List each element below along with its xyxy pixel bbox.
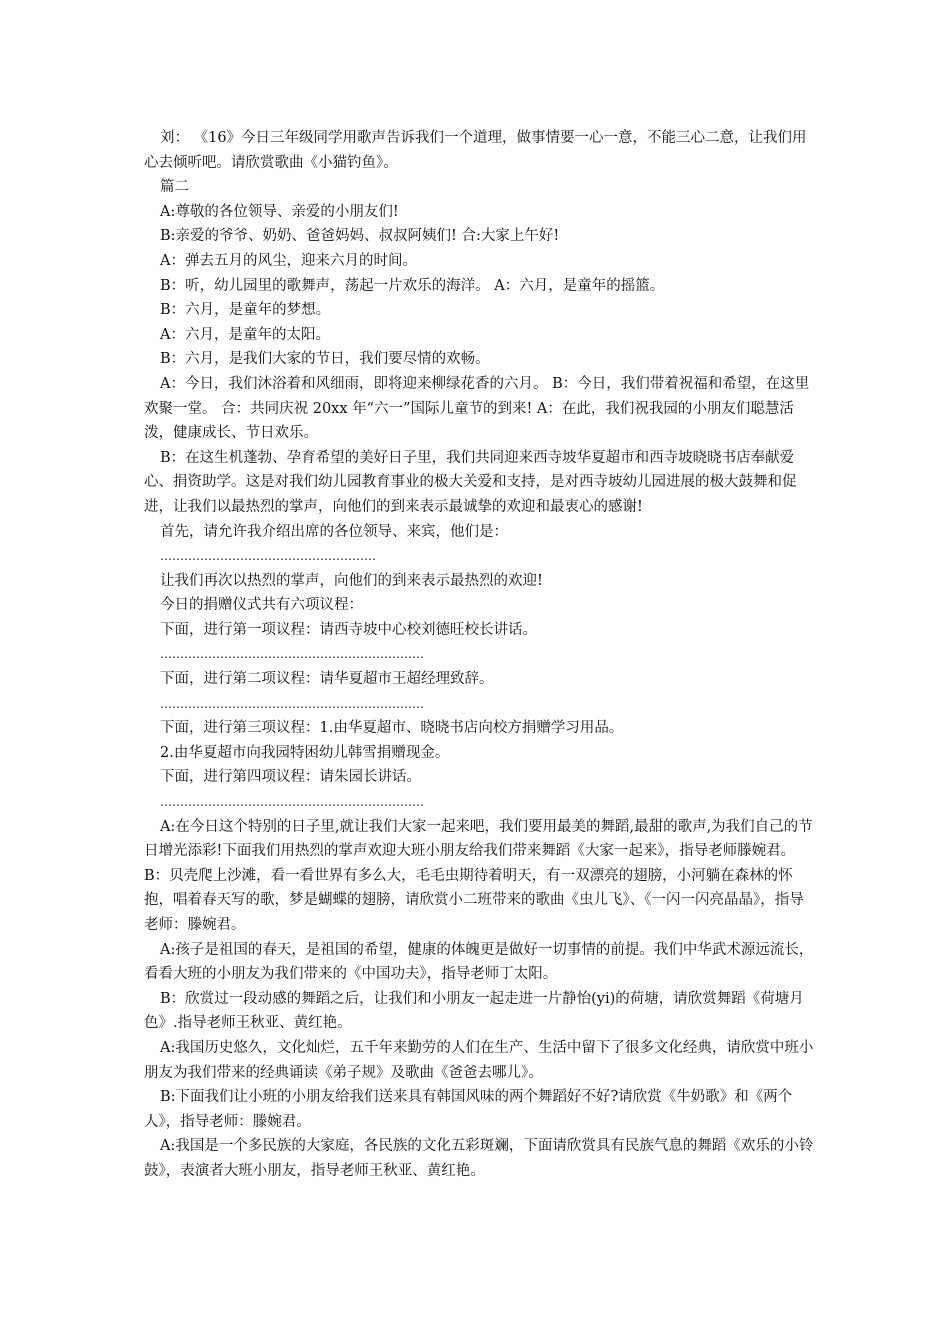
- paragraph: A:尊敬的各位领导、亲爱的小朋友们!: [160, 203, 399, 220]
- paragraph: B：欣赏过一段动感的舞蹈之后，让我们和小朋友一起走进一片静怡(yi)的荷塘，请欣赏舞蹈《荷塘月色》.指导老师王秋亚、黄红艳。: [144, 990, 804, 1032]
- ellipsis-line: …………………………………………………………: [160, 696, 424, 711]
- paragraph: A:孩子是祖国的春天，是祖国的希望，健康的体魄更是做好一切事情的前提。我们中华武术源远流长，看看大班的小朋友为我们带来的《中国功夫》，指导老师丁太阳。: [144, 941, 814, 983]
- paragraph: A:我国是一个多民族的大家庭，各民族的文化五彩斑斓，下面请欣赏具有民族气息的舞蹈《欢乐的小铃鼓》，表演者大班小朋友，指导老师王秋亚、黄红艳。: [144, 1138, 814, 1179]
- paragraph: B：六月，是我们大家的节日，我们要尽情的欢畅。: [160, 351, 490, 368]
- paragraph: B:亲爱的爷爷、奶奶、爸爸妈妈、叔叔阿姨们! 合:大家上午好!: [160, 228, 560, 245]
- agenda-item-4: 下面，进行第四项议程：请朱园长讲话。: [160, 769, 421, 786]
- paragraph-liu-intro: 刘： 《16》今日三年级同学用歌声告诉我们一个道理，做事情要一心一意，不能三心二意，让我们用心去倾听吧。请欣赏歌曲《小猫钓鱼》。: [144, 130, 807, 171]
- paragraph: B：在这生机蓬勃、孕育希望的美好日子里，我们共同迎来西寺坡华夏超市和西寺坡晓晓书店奉献爱心、捐资助学。这是对我们幼儿园教育事业的极大关爱和支持，是对西寺坡幼儿园进展的极大鼓舞和促进，让我们以最热烈的掌声，向他们的到来表示最诚挚的欢迎和最衷心的感谢!: [144, 449, 797, 515]
- paragraph: A：弹去五月的风尘，迎来六月的时间。: [160, 252, 417, 269]
- ellipsis-line: …………………………………………………………: [160, 647, 424, 662]
- paragraph: 让我们再次以热烈的掌声，向他们的到来表示最热烈的欢迎!: [160, 572, 543, 589]
- document-body: [144, 126, 814, 1184]
- section-heading-part-two: 篇二: [160, 179, 189, 196]
- paragraph: A：今日，我们沐浴着和风细雨，即将迎来柳绿花香的六月。 B：今日，我们带着祝福和希望，在这里欢聚一堂。 合：共同庆祝 20xx 年“六一”国际儿童节的到来! A：在此，我们祝我园的小朋友们聪慧活泼，健康成长、节日欢乐。: [144, 375, 810, 442]
- ellipsis-line: ………………………………………………: [160, 549, 376, 564]
- paragraph: 首先，请允许我介绍出席的各位领导、来宾，他们是：: [160, 523, 508, 540]
- paragraph: 今日的捐赠仪式共有六项议程：: [160, 597, 363, 614]
- paragraph: A：六月，是童年的太阳。: [160, 326, 330, 343]
- paragraph: B:下面我们让小班的小朋友给我们送来具有韩国风味的两个舞蹈好不好?请欣赏《牛奶歌》和《两个人》，指导老师：滕婉君。: [144, 1089, 793, 1130]
- paragraph: B：听，幼儿园里的歌舞声，荡起一片欢乐的海洋。 A：六月，是童年的摇篮。: [160, 277, 665, 294]
- agenda-item-1: 下面，进行第一项议程：请西寺坡中心校刘德旺校长讲话。: [160, 621, 537, 638]
- agenda-item-3: 下面，进行第三项议程：1.由华夏超市、晓晓书店向校方捐赠学习用品。: [160, 720, 624, 737]
- agenda-item-2: 下面，进行第二项议程：请华夏超市王超经理致辞。: [160, 671, 494, 688]
- paragraph: B：六月，是童年的梦想。: [160, 302, 331, 319]
- paragraph: A:在今日这个特别的日子里,就让我们大家一起来吧，我们要用最美的舞蹈,最甜的歌声,为我们自己的节日增光添彩!下面我们用热烈的掌声欢迎大班小朋友给我们带来舞蹈《大家一起来》，指导老师滕婉君。 B：贝壳爬上沙滩，看一看世界有多么大，毛毛虫期待着明天，有一双漂亮的翅膀，小河躺在森林的怀抱，唱着春天写的歌，梦是蝴蝶的翅膀，请欣赏小二班带来的歌曲《虫儿飞》、《一闪一闪亮晶晶》，指导老师：滕婉君。: [144, 818, 813, 933]
- agenda-item-3-sub: 2.由华夏超市向我园特困幼儿韩雪捐赠现金。: [160, 744, 450, 761]
- paragraph: A:我国历史悠久，文化灿烂，五千年来勤劳的人们在生产、生活中留下了很多文化经典，请欣赏中班小朋友为我们带来的经典诵读《弟子规》及歌曲《爸爸去哪儿》。: [144, 1039, 814, 1081]
- ellipsis-line: …………………………………………………………: [160, 795, 424, 810]
